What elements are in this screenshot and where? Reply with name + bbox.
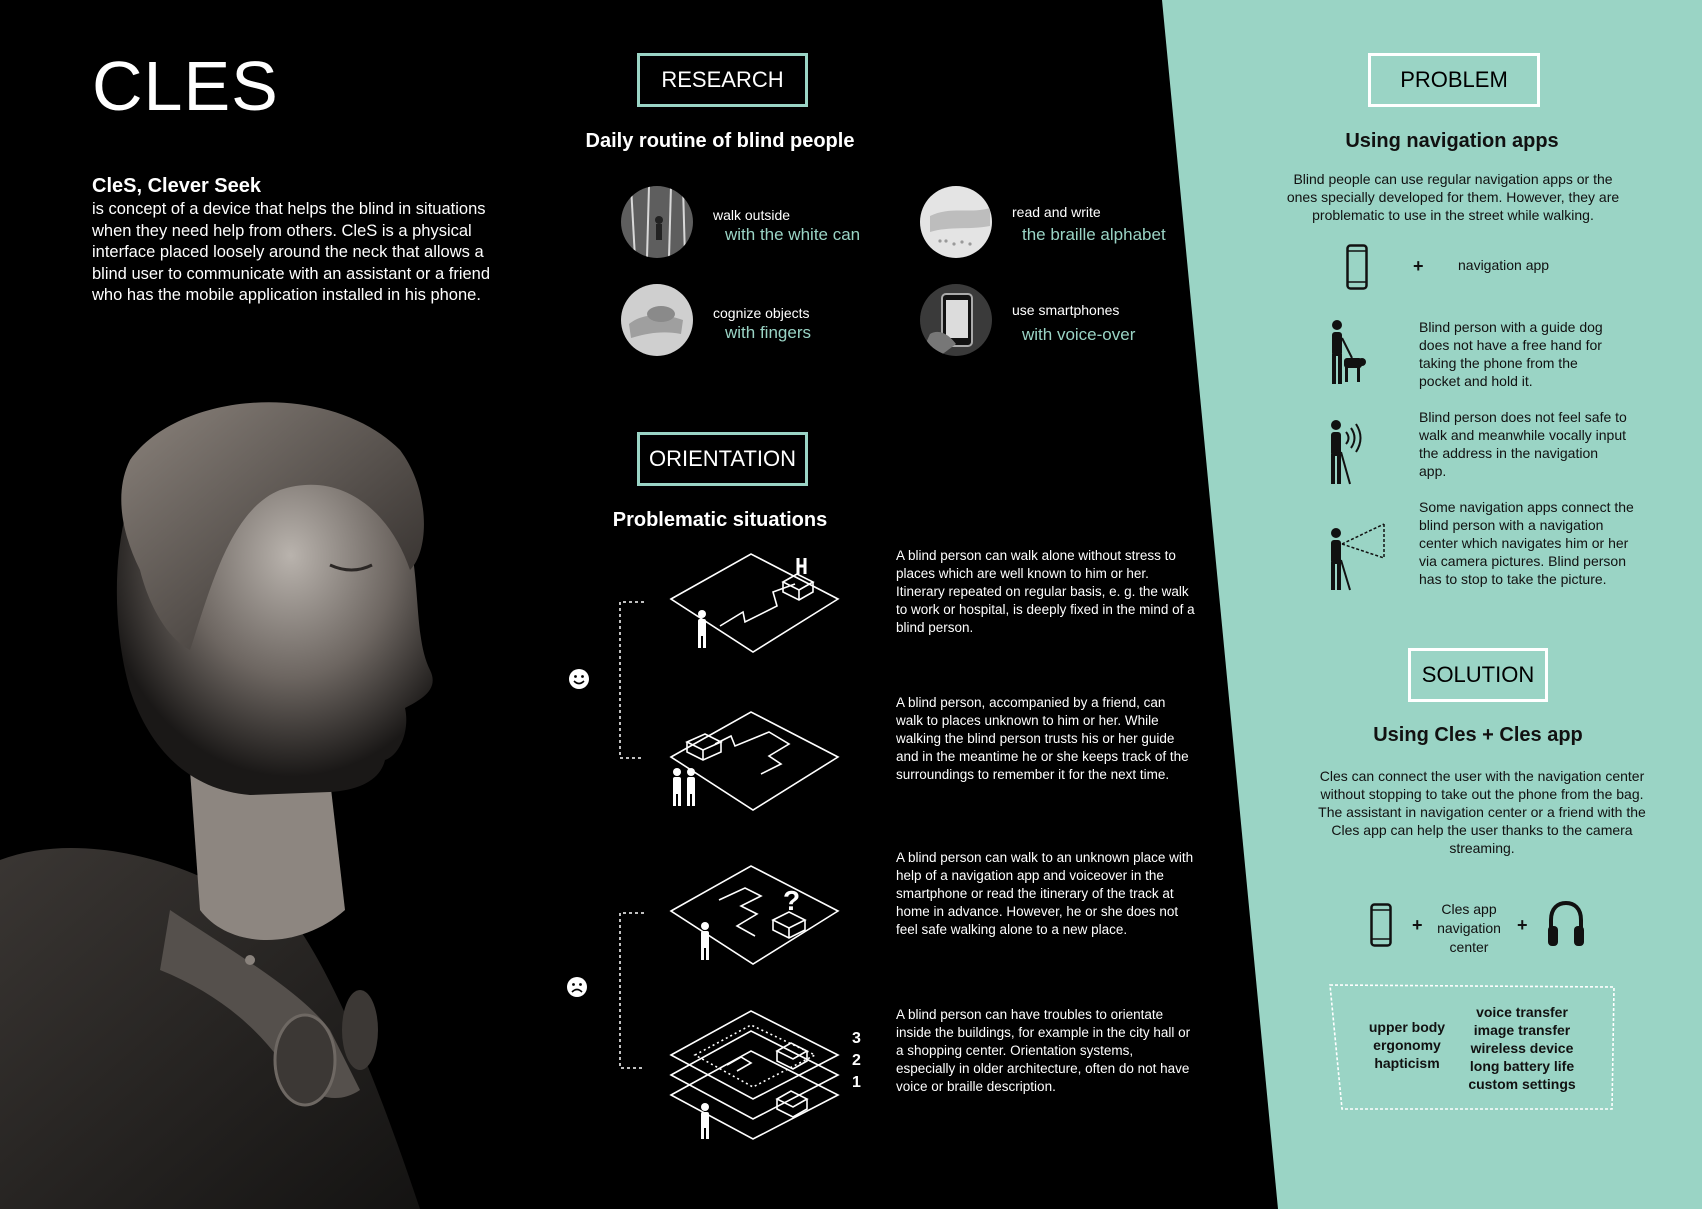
solution-center-label <box>1424 900 1514 957</box>
guide-dog-icon <box>1322 318 1366 388</box>
feature-upper-body: upper body <box>1368 1019 1446 1035</box>
camera-picture-icon <box>1324 518 1390 592</box>
features-left <box>1362 1018 1452 1072</box>
solution-badge: SOLUTION <box>1408 648 1548 702</box>
routine-read-accent: the braille alphabet <box>1022 225 1166 244</box>
scenario-known-route-diagram <box>665 548 845 658</box>
scenario-building-text: A blind person can have troubles to orientate inside the buildings, for example in the city hall or a shopping center. Orientation systems, especially in older architecture, often do not have voice or braille description. <box>896 1007 1191 1094</box>
floor-label-3: 3 <box>852 1030 861 1047</box>
solution-center-line3: center <box>1449 939 1489 955</box>
sad-face-icon <box>566 976 588 998</box>
solution-intro: Cles can connect the user with the navigation center without stopping to take out the phone from the bag. The assistant in navigation center or a friend with the Cles app can help the user thanks to the camera streaming. <box>1318 768 1646 856</box>
feature-battery: long battery life <box>1469 1058 1575 1074</box>
routine-smartphone-accent: with voice-over <box>1022 325 1136 344</box>
intro-title: CleS, Clever Seek <box>92 175 261 197</box>
problem-intro: Blind people can use regular navigation apps or the ones specially developed for them. However, they are problematic to use in the street while walking. <box>1286 171 1620 223</box>
solution-center-line2: navigation <box>1437 920 1501 936</box>
scenario-friend-text: A blind person, accompanied by a friend, can walk to places unknown to him or her. While walking the blind person trusts his or her guide and in the meantime he or she keeps track of the surroundings to remember it for the next time. <box>896 695 1189 782</box>
routine-smartphone-small: use smartphones <box>1012 302 1120 318</box>
solution-subtitle: Using Cles + Cles app <box>1373 724 1583 746</box>
walk-outside-photo <box>621 186 693 258</box>
problem-point-guide-dog: Blind person with a guide dog does not have a free hand for taking the phone from the pocket and hold it. <box>1419 319 1603 389</box>
routine-cognize-accent: with fingers <box>725 323 811 342</box>
problem-badge: PROBLEM <box>1368 53 1540 107</box>
routine-walk-small: walk outside <box>713 207 791 223</box>
routine-read-small: read and write <box>1012 204 1101 220</box>
problem-nav-app-label: navigation app <box>1458 257 1550 273</box>
phone-icon <box>1346 244 1368 290</box>
fingers-photo <box>621 284 693 356</box>
floor-label-2: 2 <box>852 1052 861 1069</box>
problem-point-camera: Some navigation apps connect the blind person with a navigation center which navigates him or her via camera pictures. Blind person has to stop to take the picture. <box>1419 499 1634 587</box>
headphones-icon <box>1546 900 1586 948</box>
routine-walk-accent: with the white can <box>725 225 861 244</box>
feature-custom-settings: custom settings <box>1468 1076 1576 1092</box>
problem-subtitle: Using navigation apps <box>1345 130 1559 152</box>
scenario-navigation-app-diagram <box>665 860 845 970</box>
problem-plus: + <box>1413 256 1424 276</box>
scenario-friend-diagram <box>665 706 845 816</box>
solution-plus-2: + <box>1517 915 1528 935</box>
braille-photo <box>920 186 992 258</box>
feature-ergonomy: ergonomy <box>1373 1037 1441 1053</box>
feature-hapticism: hapticism <box>1374 1055 1440 1071</box>
feature-image-transfer: image transfer <box>1473 1022 1571 1038</box>
scenario-known-route-text: A blind person can walk alone without stress to places which are well known to him or her. Itinerary repeated on regular basis, e. g. the walk to work or hospital, is deeply fixed in the mind of a blind person. <box>896 548 1195 635</box>
problem-point-voice: Blind person does not feel safe to walk and meanwhile vocally input the address in the navigation app. <box>1419 409 1627 479</box>
scenario-building-floors-diagram <box>665 995 855 1145</box>
feature-voice-transfer: voice transfer <box>1476 1004 1568 1020</box>
solution-plus-1: + <box>1412 915 1423 935</box>
solution-center-line1: Cles app <box>1441 901 1497 917</box>
solution-phone-icon <box>1370 903 1392 947</box>
orientation-badge: ORIENTATION <box>637 432 808 486</box>
svg-text:?: ? <box>783 885 801 916</box>
research-subtitle: Daily routine of blind people <box>585 130 855 152</box>
voice-input-icon <box>1324 418 1368 488</box>
happy-face-icon <box>568 668 590 690</box>
portrait-image <box>0 390 560 1209</box>
research-badge: RESEARCH <box>637 53 808 107</box>
routine-cognize-small: cognize objects <box>713 305 810 321</box>
floor-label-1: 1 <box>852 1074 861 1091</box>
page-title: CLES <box>92 47 279 125</box>
orientation-subtitle: Problematic situations <box>612 509 828 531</box>
intro-text: is concept of a device that helps the blind in situations when they need help from others. CleS is a physical interface placed loosely around the neck that allows a blind user to communicate with an assistant or a friend who has the mobile application installed in his phone. <box>92 200 491 304</box>
scenario-navigation-app-text: A blind person can walk to an unknown place with help of a navigation app and voiceover in the smartphone or read the itinerary of the track at home in advance. However, he or she does not feel safe walking alone to a new place. <box>896 850 1194 937</box>
feature-wireless: wireless device <box>1470 1040 1574 1056</box>
smartphone-photo <box>920 284 992 356</box>
orientation-brackets <box>560 590 660 1070</box>
features-right <box>1462 1003 1582 1093</box>
